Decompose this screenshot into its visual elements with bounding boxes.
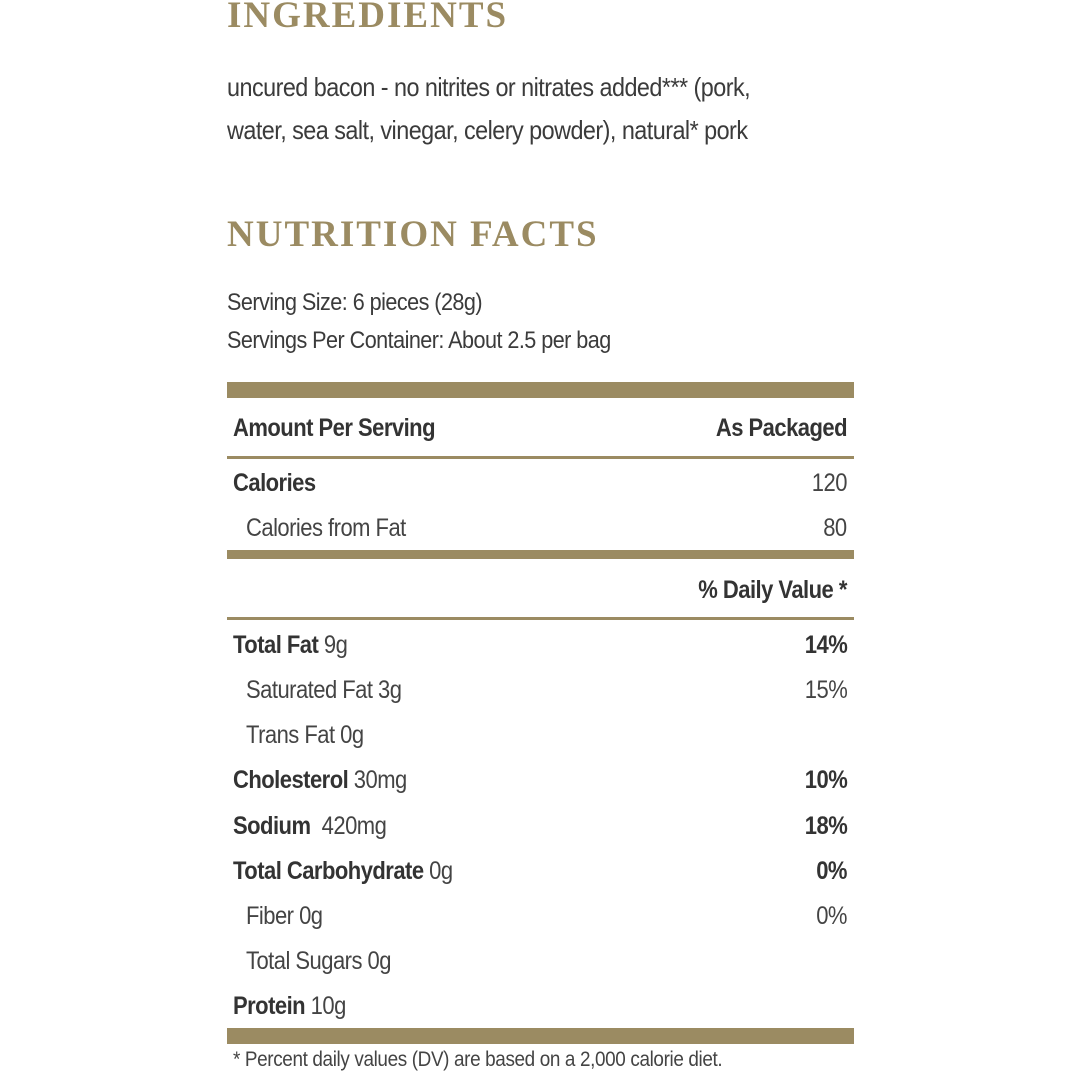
nutrient-daily-value: 0% [816,857,847,885]
nutrient-name: Cholesterol [233,766,349,794]
calories-divider [227,550,854,559]
top-thick-divider [227,382,854,398]
nutrient-row-trans-fat [227,715,854,755]
nutrient-row-total-carbohydrate [227,851,854,891]
calories-from-fat-value: 80 [823,514,847,542]
ingredients-heading: INGREDIENTS [227,0,509,36]
nutrition-facts-heading: NUTRITION FACTS [227,214,599,255]
calories-from-fat-row [227,508,854,548]
nutrient-amount: 10g [305,992,346,1020]
calories-value: 120 [811,469,847,497]
nutrient-amount: 420mg [310,812,387,840]
bottom-thick-divider [227,1028,854,1044]
nutrient-daily-value: 14% [804,631,847,659]
nutrient-daily-value: 10% [804,766,847,794]
nutrient-daily-value: 15% [804,676,847,704]
nutrient-row-fiber [227,896,854,936]
nutrient-name: Total Fat [233,631,319,659]
ingredients-line-2: water, sea salt, vinegar, celery powder), natural* pork [227,115,748,145]
daily-value-header: % Daily Value * [698,576,847,604]
nutrient-amount: 30mg [348,766,407,794]
nutrient-row-sodium [227,806,854,846]
calories-from-fat-label: Calories from Fat [246,514,406,542]
nutrient-name: Total Sugars 0g [246,947,391,975]
nutrient-row-total-sugars [227,941,854,981]
nutrient-daily-value: 0% [816,902,847,930]
nutrient-row-total-fat [227,625,854,665]
nutrient-name: Trans Fat 0g [246,721,364,749]
calories-row [227,463,854,503]
nutrient-name: Fiber 0g [246,902,323,930]
servings-per-container: Servings Per Container: About 2.5 per bag [227,327,611,354]
nutrient-row-saturated-fat [227,670,854,710]
nutrient-name: Total Carbohydrate [233,857,424,885]
nutrient-daily-value: 18% [804,812,847,840]
amount-per-serving-row [227,408,854,448]
nutrient-amount: 9g [318,631,348,659]
daily-value-header-row [227,570,854,610]
calories-label: Calories [233,469,316,497]
amount-per-serving-label: Amount Per Serving [233,414,435,442]
nutrient-name: Sodium [233,812,311,840]
daily-value-footnote: * Percent daily values (DV) are based on a 2,000 calorie diet. [233,1048,723,1071]
nutrient-amount: 0g [423,857,453,885]
nutrient-name: Saturated Fat 3g [246,676,402,704]
ingredients-text [227,66,857,152]
serving-size: Serving Size: 6 pieces (28g) [227,289,483,316]
header-divider [227,456,854,459]
nutrient-name: Protein [233,992,306,1020]
nutrient-row-cholesterol [227,760,854,800]
nutrient-row-protein [227,986,854,1026]
as-packaged-label: As Packaged [715,414,847,442]
daily-value-divider [227,617,854,620]
ingredients-line-1: uncured bacon - no nitrites or nitrates added*** (pork, [227,72,751,102]
